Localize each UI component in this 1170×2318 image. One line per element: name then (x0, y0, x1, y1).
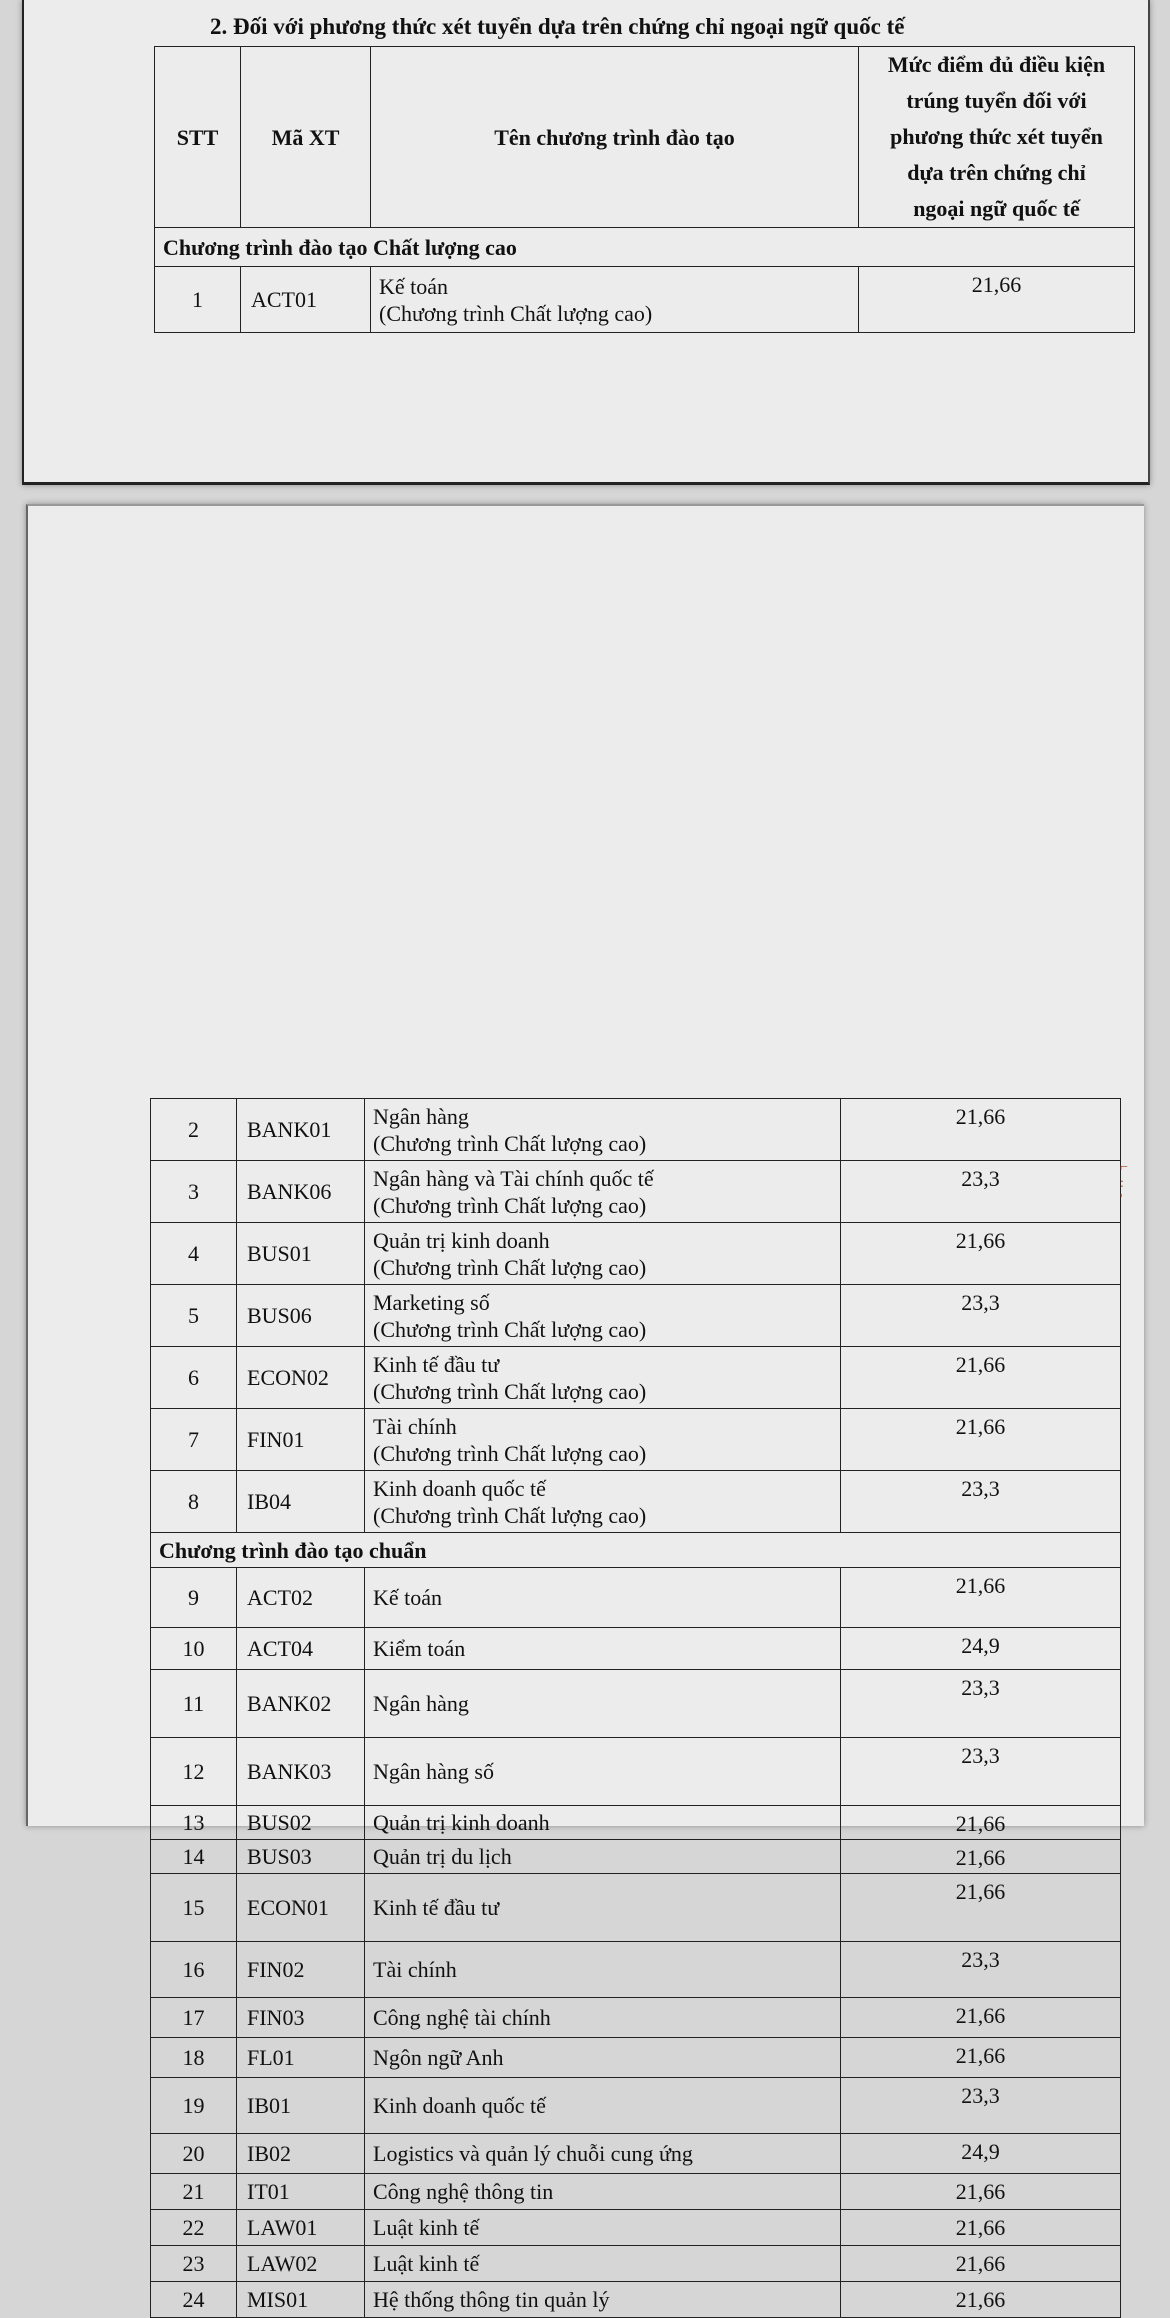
table-row (151, 2210, 1121, 2246)
cell-stt: 18 (151, 2038, 237, 2078)
table-row (151, 1347, 1121, 1409)
table-row (151, 2038, 1121, 2078)
cell-stt: 17 (151, 1998, 237, 2038)
table-row (151, 1223, 1121, 1285)
cell-program (365, 1223, 841, 1285)
cell-program (365, 1409, 841, 1471)
program-subtitle: (Chương trình Chất lượng cao) (373, 1130, 647, 1156)
cell-score: 23,3 (841, 1670, 1121, 1738)
cell-stt: 11 (151, 1670, 237, 1738)
margin-pen-mark: ⌐ : ' (1120, 1160, 1128, 1207)
standard-rows (151, 1568, 1121, 2318)
table-row (151, 2246, 1121, 2282)
cell-code: BUS06 (237, 1285, 365, 1347)
cell-program (371, 267, 859, 333)
cell-stt: 4 (151, 1223, 237, 1285)
header-score-line: phương thức xét tuyển (890, 124, 1103, 149)
section-row-high-quality (155, 228, 1135, 267)
cell-score: 23,3 (841, 1285, 1121, 1347)
table-row (151, 2174, 1121, 2210)
header-score-line: ngoại ngữ quốc tế (913, 196, 1080, 221)
cell-program (365, 1161, 841, 1223)
cell-score: 23,3 (841, 1471, 1121, 1533)
table-row (151, 2134, 1121, 2174)
program-name: Marketing số (373, 1289, 490, 1315)
cell-program: Ngân hàng số (365, 1738, 841, 1806)
cell-code: FIN03 (237, 1998, 365, 2038)
cell-score: 21,66 (841, 2210, 1121, 2246)
cell-program: Quản trị du lịch (365, 1840, 841, 1874)
program-subtitle: (Chương trình Chất lượng cao) (373, 1316, 647, 1342)
cell-code: ACT04 (237, 1628, 365, 1670)
cell-code: BUS03 (237, 1840, 365, 1874)
cell-stt: 14 (151, 1840, 237, 1874)
section-label: Chương trình đào tạo Chất lượng cao (155, 228, 1135, 267)
cell-program: Kinh doanh quốc tế (365, 2078, 841, 2134)
cell-code: BUS01 (237, 1223, 365, 1285)
document-page-1 (22, 0, 1150, 485)
cell-score: 21,66 (841, 1347, 1121, 1409)
cell-score: 21,66 (841, 1998, 1121, 2038)
cell-code: FIN02 (237, 1942, 365, 1998)
program-name: Kế toán (379, 273, 449, 299)
cell-score: 21,66 (841, 1409, 1121, 1471)
cell-score: 21,66 (841, 1806, 1121, 1840)
program-name: Kinh doanh quốc tế (373, 1475, 546, 1501)
cell-code: ECON01 (237, 1874, 365, 1942)
program-subtitle: (Chương trình Chất lượng cao) (373, 1254, 647, 1280)
cell-stt: 10 (151, 1628, 237, 1670)
cell-stt: 2 (151, 1099, 237, 1161)
admission-table-part-2 (150, 1098, 1121, 2318)
cell-code: LAW01 (237, 2210, 365, 2246)
cell-stt: 23 (151, 2246, 237, 2282)
cell-code: BANK01 (237, 1099, 365, 1161)
table-row (151, 1840, 1121, 1874)
cell-stt: 13 (151, 1806, 237, 1840)
cell-score: 21,66 (859, 267, 1135, 333)
table-row (151, 1874, 1121, 1942)
section-label: Chương trình đào tạo chuẩn (151, 1533, 1121, 1568)
cell-stt: 8 (151, 1471, 237, 1533)
cell-program: Công nghệ thông tin (365, 2174, 841, 2210)
header-score-line: Mức điểm đủ điều kiện (887, 52, 1106, 77)
cell-program (365, 1099, 841, 1161)
cell-program (365, 1347, 841, 1409)
table-row (151, 1738, 1121, 1806)
cell-code: IB04 (237, 1471, 365, 1533)
cell-score: 21,66 (841, 2282, 1121, 2318)
cell-stt: 16 (151, 1942, 237, 1998)
table-row (151, 1099, 1121, 1161)
high-quality-rows (151, 1099, 1121, 1533)
program-subtitle: (Chương trình Chất lượng cao) (373, 1192, 647, 1218)
program-subtitle: (Chương trình Chất lượng cao) (379, 300, 653, 326)
table-row (151, 1161, 1121, 1223)
header-code: Mã XT (241, 47, 371, 228)
table-row (151, 1942, 1121, 1998)
header-score-line: dựa trên chứng chỉ (907, 160, 1086, 185)
cell-program: Ngôn ngữ Anh (365, 2038, 841, 2078)
cell-score: 23,3 (841, 1942, 1121, 1998)
cell-stt: 3 (151, 1161, 237, 1223)
cell-program: Kiểm toán (365, 1628, 841, 1670)
program-name: Quản trị kinh doanh (373, 1227, 550, 1253)
cell-stt: 19 (151, 2078, 237, 2134)
cell-program (365, 1285, 841, 1347)
cell-score: 21,66 (841, 1099, 1121, 1161)
cell-stt: 6 (151, 1347, 237, 1409)
section-row-standard (151, 1533, 1121, 1568)
cell-program: Hệ thống thông tin quản lý (365, 2282, 841, 2318)
cell-score: 21,66 (841, 1840, 1121, 1874)
cell-score: 24,9 (841, 1628, 1121, 1670)
header-score (859, 47, 1135, 228)
cell-program: Luật kinh tế (365, 2210, 841, 2246)
header-score-line: trúng tuyển đối với (906, 88, 1087, 113)
cell-code: MIS01 (237, 2282, 365, 2318)
table-row (151, 1670, 1121, 1738)
header-program: Tên chương trình đào tạo (371, 47, 859, 228)
program-subtitle: (Chương trình Chất lượng cao) (373, 1378, 647, 1404)
header-stt: STT (155, 47, 241, 228)
table-row (151, 1568, 1121, 1628)
cell-stt: 24 (151, 2282, 237, 2318)
table-row (151, 2282, 1121, 2318)
table-row (151, 1285, 1121, 1347)
cell-score: 23,3 (841, 2078, 1121, 2134)
cell-program: Logistics và quản lý chuỗi cung ứng (365, 2134, 841, 2174)
program-subtitle: (Chương trình Chất lượng cao) (373, 1440, 647, 1466)
table-row (151, 2078, 1121, 2134)
cell-program (365, 1471, 841, 1533)
program-name: Kinh tế đầu tư (373, 1351, 500, 1377)
cell-stt: 15 (151, 1874, 237, 1942)
table-row (151, 1806, 1121, 1840)
cell-program: Quản trị kinh doanh (365, 1806, 841, 1840)
cell-stt: 7 (151, 1409, 237, 1471)
program-name: Tài chính (373, 1413, 457, 1439)
cell-stt: 20 (151, 2134, 237, 2174)
cell-stt: 1 (155, 267, 241, 333)
cell-code: FIN01 (237, 1409, 365, 1471)
cell-program: Ngân hàng (365, 1670, 841, 1738)
table-row (155, 267, 1135, 333)
cell-code: BUS02 (237, 1806, 365, 1840)
cell-code: ACT02 (237, 1568, 365, 1628)
cell-stt: 22 (151, 2210, 237, 2246)
cell-program: Công nghệ tài chính (365, 1998, 841, 2038)
program-subtitle: (Chương trình Chất lượng cao) (373, 1502, 647, 1528)
table-row (151, 1998, 1121, 2038)
cell-code: FL01 (237, 2038, 365, 2078)
cell-code: LAW02 (237, 2246, 365, 2282)
cell-program: Kinh tế đầu tư (365, 1874, 841, 1942)
cell-score: 21,66 (841, 1223, 1121, 1285)
program-name: Ngân hàng (373, 1103, 469, 1129)
section-heading: 2. Đối với phương thức xét tuyển dựa trên chứng chỉ ngoại ngữ quốc tế (210, 14, 905, 39)
cell-code: ECON02 (237, 1347, 365, 1409)
admission-table-part-1 (154, 46, 1135, 333)
table-row (151, 1409, 1121, 1471)
cell-score: 21,66 (841, 2246, 1121, 2282)
cell-program: Kế toán (365, 1568, 841, 1628)
cell-score: 21,66 (841, 1568, 1121, 1628)
cell-score: 21,66 (841, 1874, 1121, 1942)
cell-code: BANK02 (237, 1670, 365, 1738)
cell-score: 23,3 (841, 1161, 1121, 1223)
cell-code: IB01 (237, 2078, 365, 2134)
cell-score: 23,3 (841, 1738, 1121, 1806)
cell-code: BANK06 (237, 1161, 365, 1223)
table-row (151, 1471, 1121, 1533)
table-header-row (155, 47, 1135, 228)
program-name: Ngân hàng và Tài chính quốc tế (373, 1165, 654, 1191)
cell-code: BANK03 (237, 1738, 365, 1806)
cell-stt: 5 (151, 1285, 237, 1347)
cell-stt: 21 (151, 2174, 237, 2210)
cell-program: Tài chính (365, 1942, 841, 1998)
cell-score: 21,66 (841, 2038, 1121, 2078)
document-page-2 (26, 504, 1144, 2312)
cell-program: Luật kinh tế (365, 2246, 841, 2282)
table-row (151, 1628, 1121, 1670)
cell-stt: 12 (151, 1738, 237, 1806)
cell-code: IT01 (237, 2174, 365, 2210)
cell-stt: 9 (151, 1568, 237, 1628)
cell-code: ACT01 (241, 267, 371, 333)
cell-code: IB02 (237, 2134, 365, 2174)
cell-score: 24,9 (841, 2134, 1121, 2174)
cell-score: 21,66 (841, 2174, 1121, 2210)
